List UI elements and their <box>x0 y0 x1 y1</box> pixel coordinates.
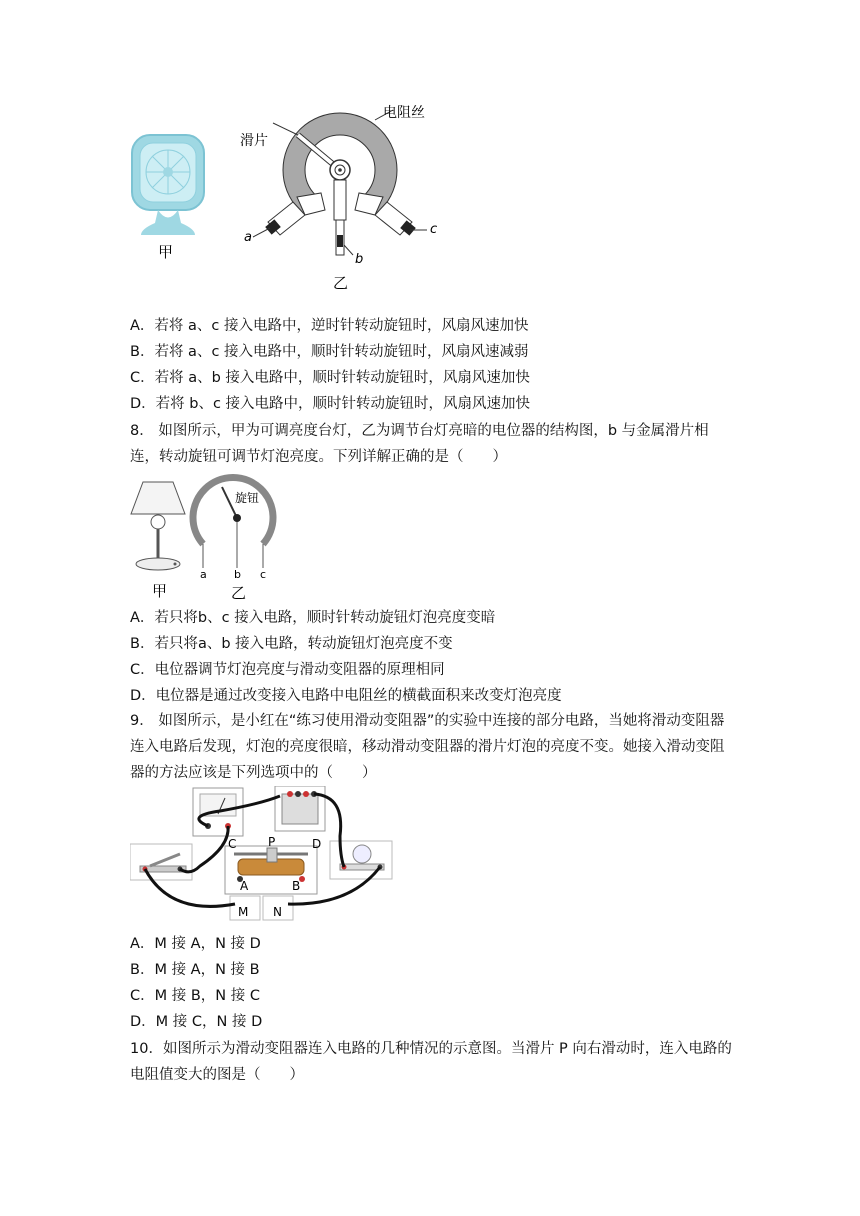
q9-option-a: A．M 接 A，N 接 D <box>130 936 261 952</box>
q8-label-yi: 乙 <box>231 584 247 602</box>
rheostat-icon <box>225 846 317 894</box>
q7-option-d: D．若将 b、c 接入电路中，顺时针转动旋钮时，风扇风速加快 <box>130 396 531 412</box>
q9-label-A: A <box>240 879 249 893</box>
q9-figure <box>130 786 395 921</box>
switch-icon <box>130 844 192 880</box>
q7-figure <box>125 95 445 295</box>
q9-option-b: B．M 接 A，N 接 B <box>130 962 260 978</box>
q10-stem: 10．如图所示为滑动变阻器连入电路的几种情况的示意图。当滑片 P 向右滑动时，连入电路的电阻值变大的图是（ ） <box>130 1041 732 1083</box>
q7-option-a: A．若将 a、c 接入电路中，逆时针转动旋钮时，风扇风速加快 <box>130 318 529 334</box>
q8-option-c: C．电位器调节灯泡亮度与滑动变阻器的原理相同 <box>130 662 445 678</box>
q7-label-yi: 乙 <box>333 274 349 292</box>
q9-label-B: B <box>292 879 301 893</box>
q9-label-N: N <box>273 905 282 919</box>
q9-stem: 9． 如图所示，是小红在“练习使用滑动变阻器”的实验中连接的部分电路，当她将滑动变阻器连入电路后发现，灯泡的亮度很暗，移动滑动变阻器的滑片灯泡的亮度不变。她接入滑动变阻器的方法应该是下列选项中的（ ） <box>130 713 725 781</box>
q7-label-resistor: 电阻丝 <box>383 105 425 121</box>
q9-figure-svg <box>130 786 395 921</box>
q7-label-c: c <box>430 222 438 237</box>
q8-option-b: B．若只将a、b 接入电路，转动旋钮灯泡亮度不变 <box>130 636 453 652</box>
q8-label-b: b <box>234 568 241 581</box>
q8-stem: 8． 如图所示，甲为可调亮度台灯，乙为调节台灯亮暗的电位器的结构图，b 与金属滑片相连，转动旋钮可调节灯泡亮度。下列详解正确的是（ ） <box>130 423 709 465</box>
q8-label-c: c <box>260 568 267 581</box>
q9-option-d: D．M 接 C，N 接 D <box>130 1014 263 1030</box>
q8-figure-svg <box>125 472 285 602</box>
q9-option-c: C．M 接 B，N 接 C <box>130 988 260 1004</box>
q7-label-jia: 甲 <box>158 243 174 261</box>
q9-label-C: C <box>228 837 237 851</box>
q8-figure <box>125 472 285 602</box>
q9-label-P: P <box>268 835 276 849</box>
q7-label-a: a <box>244 230 252 245</box>
q8-label-a: a <box>200 568 207 581</box>
q8-label-jia: 甲 <box>152 582 168 600</box>
potentiometer-dial <box>193 478 273 568</box>
q8-label-knob: 旋钮 <box>235 491 260 505</box>
q7-label-b: b <box>355 252 364 267</box>
q7-label-slider: 滑片 <box>240 133 268 149</box>
q7-figure-svg <box>125 95 445 295</box>
q7-option-b: B．若将 a、c 接入电路中，顺时针转动旋钮时，风扇风速减弱 <box>130 344 529 360</box>
q9-label-D: D <box>312 837 322 851</box>
q9-label-M: M <box>238 905 249 919</box>
potentiometer-diagram <box>253 110 427 255</box>
q8-option-a: A．若只将b、c 接入电路，顺时针转动旋钮灯泡亮度变暗 <box>130 610 496 626</box>
fan-icon <box>132 135 204 235</box>
battery-icon <box>275 786 325 831</box>
q7-option-c: C．若将 a、b 接入电路中，顺时针转动旋钮时，风扇风速加快 <box>130 370 530 386</box>
desk-lamp-icon <box>131 482 185 570</box>
q8-option-d: D．电位器是通过改变接入电路中电阻丝的横截面积来改变灯泡亮度 <box>130 688 562 704</box>
